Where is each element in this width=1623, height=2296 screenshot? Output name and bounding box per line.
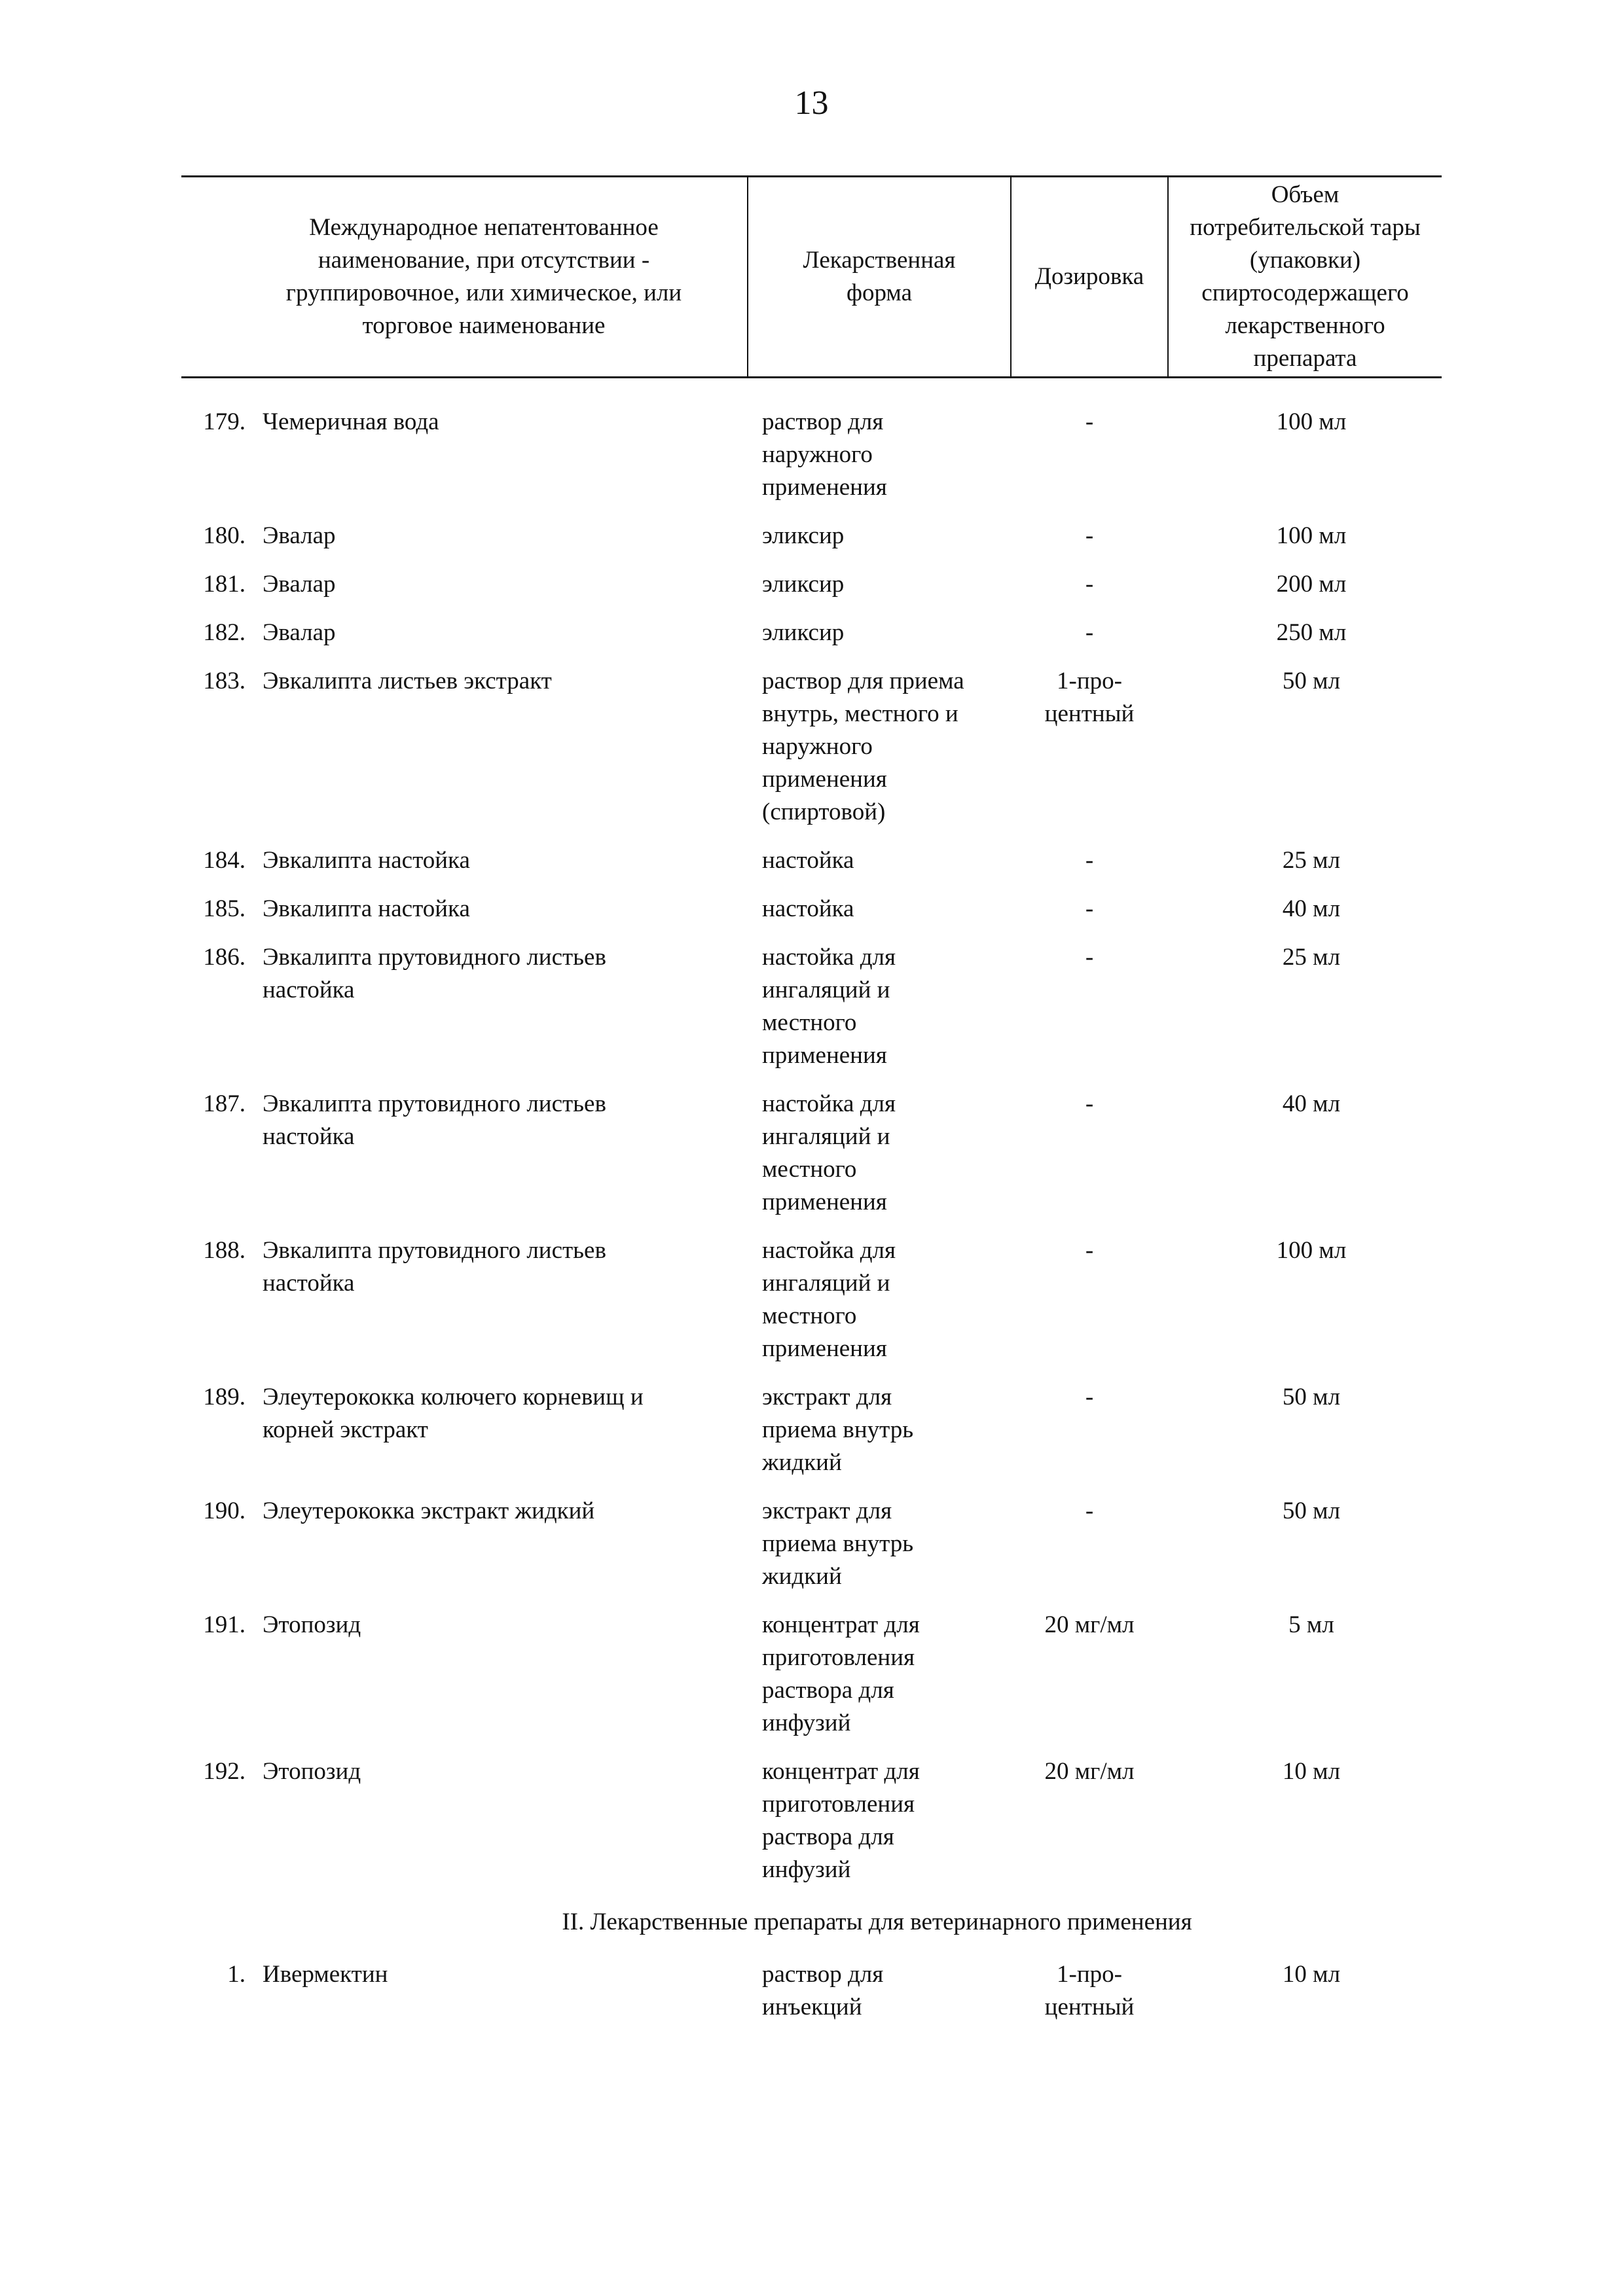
- row-form: концентрат для приготовления раствора для инфузий: [762, 1611, 920, 1736]
- row-volume: 100 мл: [1276, 522, 1347, 549]
- row-name: Эвкалипта листьев экстракт: [263, 668, 552, 694]
- row-name: Эвкалипта настойка: [263, 847, 470, 874]
- row-form: настойка для ингаляций и местного применения: [762, 944, 896, 1069]
- table-row: [181, 1950, 1442, 2032]
- row-name: Ивермектин: [263, 1961, 388, 1988]
- row-volume: 25 мл: [1282, 944, 1341, 971]
- section-heading-row: [181, 1894, 1442, 1950]
- row-number: 188.: [203, 1237, 246, 1264]
- row-dose: 20 мг/мл: [1044, 1611, 1135, 1638]
- header-form: Лекарственная форма: [748, 177, 1011, 378]
- row-volume: 10 мл: [1282, 1961, 1341, 1988]
- medicines-table: [181, 175, 1442, 2032]
- table-header: [181, 177, 1442, 378]
- table-row: [181, 885, 1442, 933]
- row-volume: 50 мл: [1282, 1498, 1341, 1524]
- row-dose: -: [1085, 571, 1094, 598]
- table-row: [181, 657, 1442, 836]
- row-volume: 5 мл: [1288, 1611, 1334, 1638]
- row-form: эликсир: [762, 619, 845, 646]
- row-name: Этопозид: [263, 1758, 361, 1785]
- row-number: 180.: [203, 522, 246, 549]
- row-name: Чемеричная вода: [263, 408, 439, 435]
- row-form: настойка для ингаляций и местного применения: [762, 1090, 896, 1215]
- row-name: Эвкалипта прутовидного листьев настойка: [263, 1237, 606, 1297]
- row-name: Этопозид: [263, 1611, 361, 1638]
- table-row: [181, 609, 1442, 657]
- row-number: 182.: [203, 619, 246, 646]
- row-name: Элеутерококка экстракт жидкий: [263, 1498, 595, 1524]
- table-row: [181, 512, 1442, 560]
- row-dose: -: [1085, 1090, 1094, 1117]
- row-form: раствор для инъекций: [762, 1961, 884, 2020]
- row-dose: 1-про- центный: [1044, 668, 1135, 727]
- row-form: настойка: [762, 847, 854, 874]
- row-dose: 20 мг/мл: [1044, 1758, 1135, 1785]
- row-form: экстракт для приема внутрь жидкий: [762, 1498, 914, 1590]
- row-volume: 50 мл: [1282, 1384, 1341, 1410]
- table-row: [181, 1080, 1442, 1227]
- row-name: Эвалар: [263, 571, 336, 598]
- row-volume: 40 мл: [1282, 895, 1341, 922]
- table-row: [181, 1373, 1442, 1487]
- row-number: 181.: [203, 571, 246, 598]
- header-dose: Дозировка: [1011, 177, 1168, 378]
- row-number: 192.: [203, 1758, 246, 1785]
- page-number: 13: [794, 84, 829, 122]
- row-volume: 200 мл: [1276, 571, 1347, 598]
- row-dose: -: [1085, 408, 1094, 435]
- row-form: эликсир: [762, 571, 845, 598]
- medicines-table-container: [181, 175, 1442, 2032]
- header-name: Международное непатентованное наименование, при отсутствии - группировочное, или химическое, или торговое наименование: [181, 177, 748, 378]
- row-dose: -: [1085, 895, 1094, 922]
- row-volume: 100 мл: [1276, 1237, 1347, 1264]
- row-number: 184.: [203, 847, 246, 874]
- row-dose: -: [1085, 619, 1094, 646]
- row-name: Эвалар: [263, 522, 336, 549]
- row-dose: -: [1085, 1237, 1094, 1264]
- table-row: [181, 1601, 1442, 1748]
- row-name: Эвкалипта прутовидного листьев настойка: [263, 1090, 606, 1150]
- row-volume: 50 мл: [1282, 668, 1341, 694]
- row-dose: -: [1085, 1498, 1094, 1524]
- table-row: [181, 560, 1442, 609]
- row-form: эликсир: [762, 522, 845, 549]
- row-dose: -: [1085, 847, 1094, 874]
- table-row: [181, 836, 1442, 885]
- row-form: экстракт для приема внутрь жидкий: [762, 1384, 914, 1476]
- row-form: раствор для приема внутрь, местного и наружного применения (спиртовой): [762, 668, 964, 825]
- row-number: 185.: [203, 895, 246, 922]
- row-volume: 40 мл: [1282, 1090, 1341, 1117]
- row-number: 187.: [203, 1090, 246, 1117]
- section-title: II. Лекарственные препараты для ветеринарного применения: [562, 1909, 1192, 1935]
- row-dose: -: [1085, 944, 1094, 971]
- row-volume: 10 мл: [1282, 1758, 1341, 1785]
- row-dose: 1-про- центный: [1044, 1961, 1135, 2020]
- row-number: 183.: [203, 668, 246, 694]
- row-number: 1.: [227, 1961, 246, 1988]
- row-volume: 100 мл: [1276, 408, 1347, 435]
- row-number: 179.: [203, 408, 246, 435]
- row-volume: 250 мл: [1276, 619, 1347, 646]
- table-row: [181, 1227, 1442, 1373]
- row-name: Эвалар: [263, 619, 336, 646]
- row-dose: -: [1085, 1384, 1094, 1410]
- row-number: 190.: [203, 1498, 246, 1524]
- row-form: настойка для ингаляций и местного применения: [762, 1237, 896, 1362]
- row-form: настойка: [762, 895, 854, 922]
- row-number: 191.: [203, 1611, 246, 1638]
- table-row: [181, 1487, 1442, 1601]
- table-body: [181, 378, 1442, 2032]
- table-row: [181, 398, 1442, 512]
- row-dose: -: [1085, 522, 1094, 549]
- table-row: [181, 1748, 1442, 1894]
- row-volume: 25 мл: [1282, 847, 1341, 874]
- row-name: Эвкалипта прутовидного листьев настойка: [263, 944, 606, 1003]
- row-form: концентрат для приготовления раствора для инфузий: [762, 1758, 920, 1883]
- header-volume: Объем потребительской тары (упаковки) спиртосодержащего лекарственного препарата: [1168, 177, 1442, 378]
- row-number: 189.: [203, 1384, 246, 1410]
- row-form: раствор для наружного применения: [762, 408, 887, 501]
- row-number: 186.: [203, 944, 246, 971]
- row-name: Элеутерококка колючего корневищ и корней экстракт: [263, 1384, 644, 1443]
- table-row: [181, 933, 1442, 1080]
- row-name: Эвкалипта настойка: [263, 895, 470, 922]
